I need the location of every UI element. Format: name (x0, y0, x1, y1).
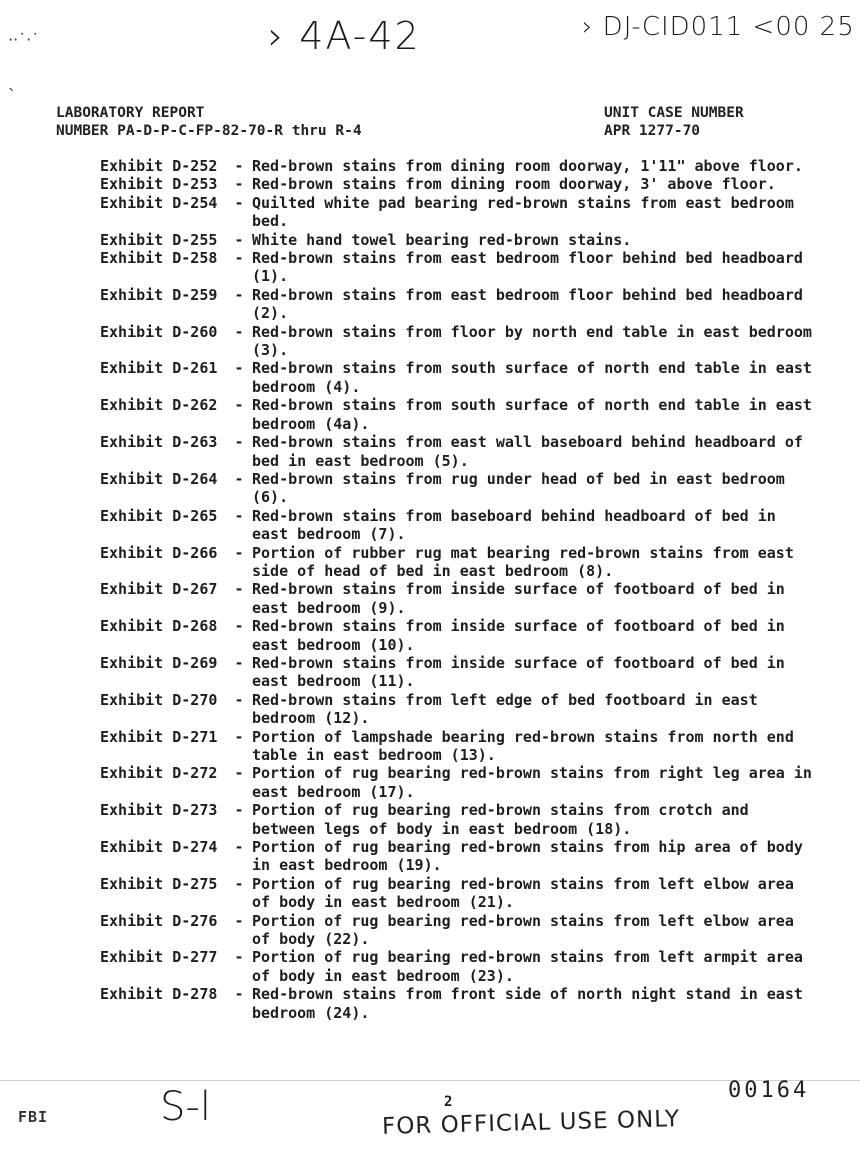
exhibit-row (100, 175, 830, 193)
exhibit-description: Portion of rug bearing red-brown stains from crotch and between legs of body in east bedroom (18). (252, 801, 758, 838)
exhibit-row (100, 580, 830, 617)
exhibit-description: Red-brown stains from front side of north night stand in east bedroom (24). (252, 985, 812, 1022)
exhibit-dash: - (234, 175, 244, 194)
exhibit-row (100, 231, 830, 249)
exhibit-dash: - (234, 230, 244, 249)
exhibit-dash: - (234, 396, 244, 415)
exhibit-number: Exhibit D-259 (100, 285, 218, 304)
exhibit-dash: - (234, 911, 244, 930)
exhibit-row (100, 396, 830, 433)
exhibit-number: Exhibit D-268 (100, 617, 218, 636)
report-header-right (604, 104, 744, 140)
exhibit-number: Exhibit D-266 (100, 543, 218, 562)
exhibit-number: Exhibit D-261 (100, 359, 218, 378)
classification-label: FOR OFFICIAL USE ONLY (381, 1106, 681, 1140)
exhibit-description: Red-brown stains from inside surface of footboard of bed in east bedroom (11). (252, 653, 794, 691)
exhibit-dash: - (234, 359, 244, 378)
exhibit-description: Red-brown stains from south surface of north end table in east bedroom (4). (252, 359, 821, 396)
exhibit-row (100, 359, 830, 396)
exhibit-description: Red-brown stains from south surface of north end table in east bedroom (4a). (252, 396, 821, 433)
exhibit-dash: - (234, 690, 244, 709)
exhibit-number: Exhibit D-276 (100, 911, 218, 930)
exhibit-number: Exhibit D-273 (100, 801, 218, 820)
exhibit-row (100, 433, 830, 470)
exhibit-number: Exhibit D-262 (100, 396, 218, 415)
exhibit-row (100, 764, 830, 801)
exhibit-row (100, 194, 830, 231)
exhibit-number: Exhibit D-272 (100, 764, 218, 783)
exhibit-number: Exhibit D-271 (100, 727, 218, 746)
exhibit-description: Red-brown stains from east bedroom floor behind bed headboard (1). (252, 249, 812, 286)
exhibit-number: Exhibit D-255 (100, 230, 218, 249)
exhibit-row (100, 157, 830, 175)
page-number: 2 (444, 1094, 453, 1110)
exhibit-number: Exhibit D-274 (100, 838, 218, 857)
exhibit-row (100, 838, 830, 875)
exhibit-number: Exhibit D-260 (100, 322, 218, 341)
exhibit-description: Portion of rug bearing red-brown stains from hip area of body in east bedroom (19). (252, 838, 812, 875)
exhibit-dash: - (234, 193, 244, 212)
exhibit-number: Exhibit D-265 (100, 506, 218, 525)
exhibit-dash: - (234, 543, 244, 562)
exhibit-row (100, 286, 830, 323)
exhibit-description: Red-brown stains from baseboard behind headboard of bed in east bedroom (7). (252, 506, 785, 544)
exhibit-dash: - (234, 469, 244, 488)
exhibit-description: Portion of rug bearing red-brown stains from left elbow area of body in east bedroom (21). (252, 874, 803, 912)
exhibit-row (100, 801, 830, 838)
exhibit-number: Exhibit D-275 (100, 874, 218, 893)
report-title: LABORATORY REPORT (56, 105, 205, 121)
exhibit-description: Portion of rug bearing red-brown stains from left armpit area of body in east bedroom (23). (252, 948, 812, 985)
exhibit-number: Exhibit D-277 (100, 948, 218, 967)
handwritten-page-code: 4A-42 (299, 14, 421, 58)
exhibit-row (100, 323, 830, 360)
handwritten-document-code: DJ-CID011 <00 25 (602, 12, 855, 42)
exhibit-description: Red-brown stains from inside surface of footboard of bed in east bedroom (10). (252, 617, 794, 654)
exhibit-dash: - (234, 322, 244, 341)
exhibit-description: Quilted white pad bearing red-brown stains from east bedroom bed. (252, 193, 803, 231)
agency-stamp: FBI (18, 1108, 49, 1126)
exhibit-dash: - (234, 157, 244, 175)
exhibit-row (100, 507, 830, 544)
handwritten-page-label (268, 14, 421, 58)
exhibit-dash: - (234, 285, 244, 304)
handwritten-document-id (582, 12, 855, 42)
exhibit-dash: - (234, 617, 244, 636)
exhibit-dash: - (234, 874, 244, 893)
exhibit-row (100, 654, 830, 691)
exhibit-number: Exhibit D-269 (100, 653, 218, 672)
exhibit-row (100, 544, 830, 581)
exhibit-row (100, 985, 830, 1022)
exhibit-number: Exhibit D-254 (100, 193, 218, 212)
scan-mark-icon: ˋ (8, 86, 16, 105)
exhibit-description: Red-brown stains from dining room doorway, 1'11" above floor. (252, 157, 803, 175)
exhibit-row (100, 470, 830, 507)
exhibit-dash: - (234, 249, 244, 268)
exhibit-description: Red-brown stains from floor by north end table in east bedroom (3). (252, 322, 821, 360)
exhibit-dash: - (234, 506, 244, 525)
exhibit-number: Exhibit D-264 (100, 469, 218, 488)
unit-case-label: UNIT CASE NUMBER (604, 105, 744, 121)
exhibit-number: Exhibit D-267 (100, 580, 218, 599)
exhibit-dash: - (234, 801, 244, 820)
exhibit-description: Red-brown stains from dining room doorway, 3' above floor. (252, 175, 776, 194)
exhibit-row (100, 948, 830, 985)
exhibit-number: Exhibit D-258 (100, 249, 218, 268)
exhibit-description: Portion of rug bearing red-brown stains from right leg area in east bedroom (17). (252, 764, 821, 801)
exhibit-dash: - (234, 838, 244, 857)
exhibit-row (100, 728, 830, 765)
scan-speck-icon: ··˙·˙ (8, 30, 40, 49)
exhibit-row (100, 691, 830, 728)
exhibit-description: Red-brown stains from inside surface of footboard of bed in east bedroom (9). (252, 580, 794, 617)
exhibit-dash: - (234, 580, 244, 599)
unit-case-number: APR 1277-70 (604, 123, 701, 139)
exhibit-dash: - (234, 948, 244, 967)
exhibit-dash: - (234, 985, 244, 1004)
handwritten-arrow-icon: › (582, 12, 594, 42)
exhibit-row (100, 875, 830, 912)
exhibit-dash: - (234, 433, 244, 452)
exhibit-number: Exhibit D-263 (100, 433, 218, 452)
exhibit-description: Red-brown stains from left edge of bed footboard in east bedroom (12). (252, 690, 767, 728)
report-number: PA-D-P-C-FP-82-70-R thru R-4 (117, 123, 362, 139)
exhibit-description: White hand towel bearing red-brown stains. (252, 230, 632, 249)
exhibit-row (100, 617, 830, 654)
exhibit-row (100, 249, 830, 286)
exhibit-number: Exhibit D-252 (100, 157, 218, 175)
exhibit-number: Exhibit D-253 (100, 175, 218, 194)
report-header-left (56, 104, 362, 140)
exhibit-dash: - (234, 764, 244, 783)
exhibit-description: Portion of lampshade bearing red-brown stains from north end table in east bedroom (13). (252, 727, 803, 764)
handwritten-section-mark: S-l (160, 1084, 211, 1130)
bates-number: 00164 (728, 1078, 810, 1103)
exhibit-description: Portion of rug bearing red-brown stains from left elbow area of body (22). (252, 911, 803, 949)
exhibit-description: Red-brown stains from rug under head of bed in east bedroom (6). (252, 469, 794, 507)
exhibit-number: Exhibit D-278 (100, 985, 218, 1004)
exhibit-description: Red-brown stains from east bedroom floor behind bed headboard (2). (252, 285, 812, 323)
report-number-label: NUMBER (56, 123, 109, 139)
exhibit-dash: - (234, 653, 244, 672)
exhibit-dash: - (234, 727, 244, 746)
exhibit-description: Portion of rubber rug mat bearing red-brown stains from east side of head of bed in east bedroom (8). (252, 543, 803, 580)
exhibit-number: Exhibit D-270 (100, 690, 218, 709)
exhibit-list (100, 157, 830, 1022)
exhibit-row (100, 912, 830, 949)
handwritten-arrow-icon: › (268, 14, 286, 58)
exhibit-description: Red-brown stains from east wall baseboard behind headboard of bed in east bedroom (5). (252, 433, 812, 470)
